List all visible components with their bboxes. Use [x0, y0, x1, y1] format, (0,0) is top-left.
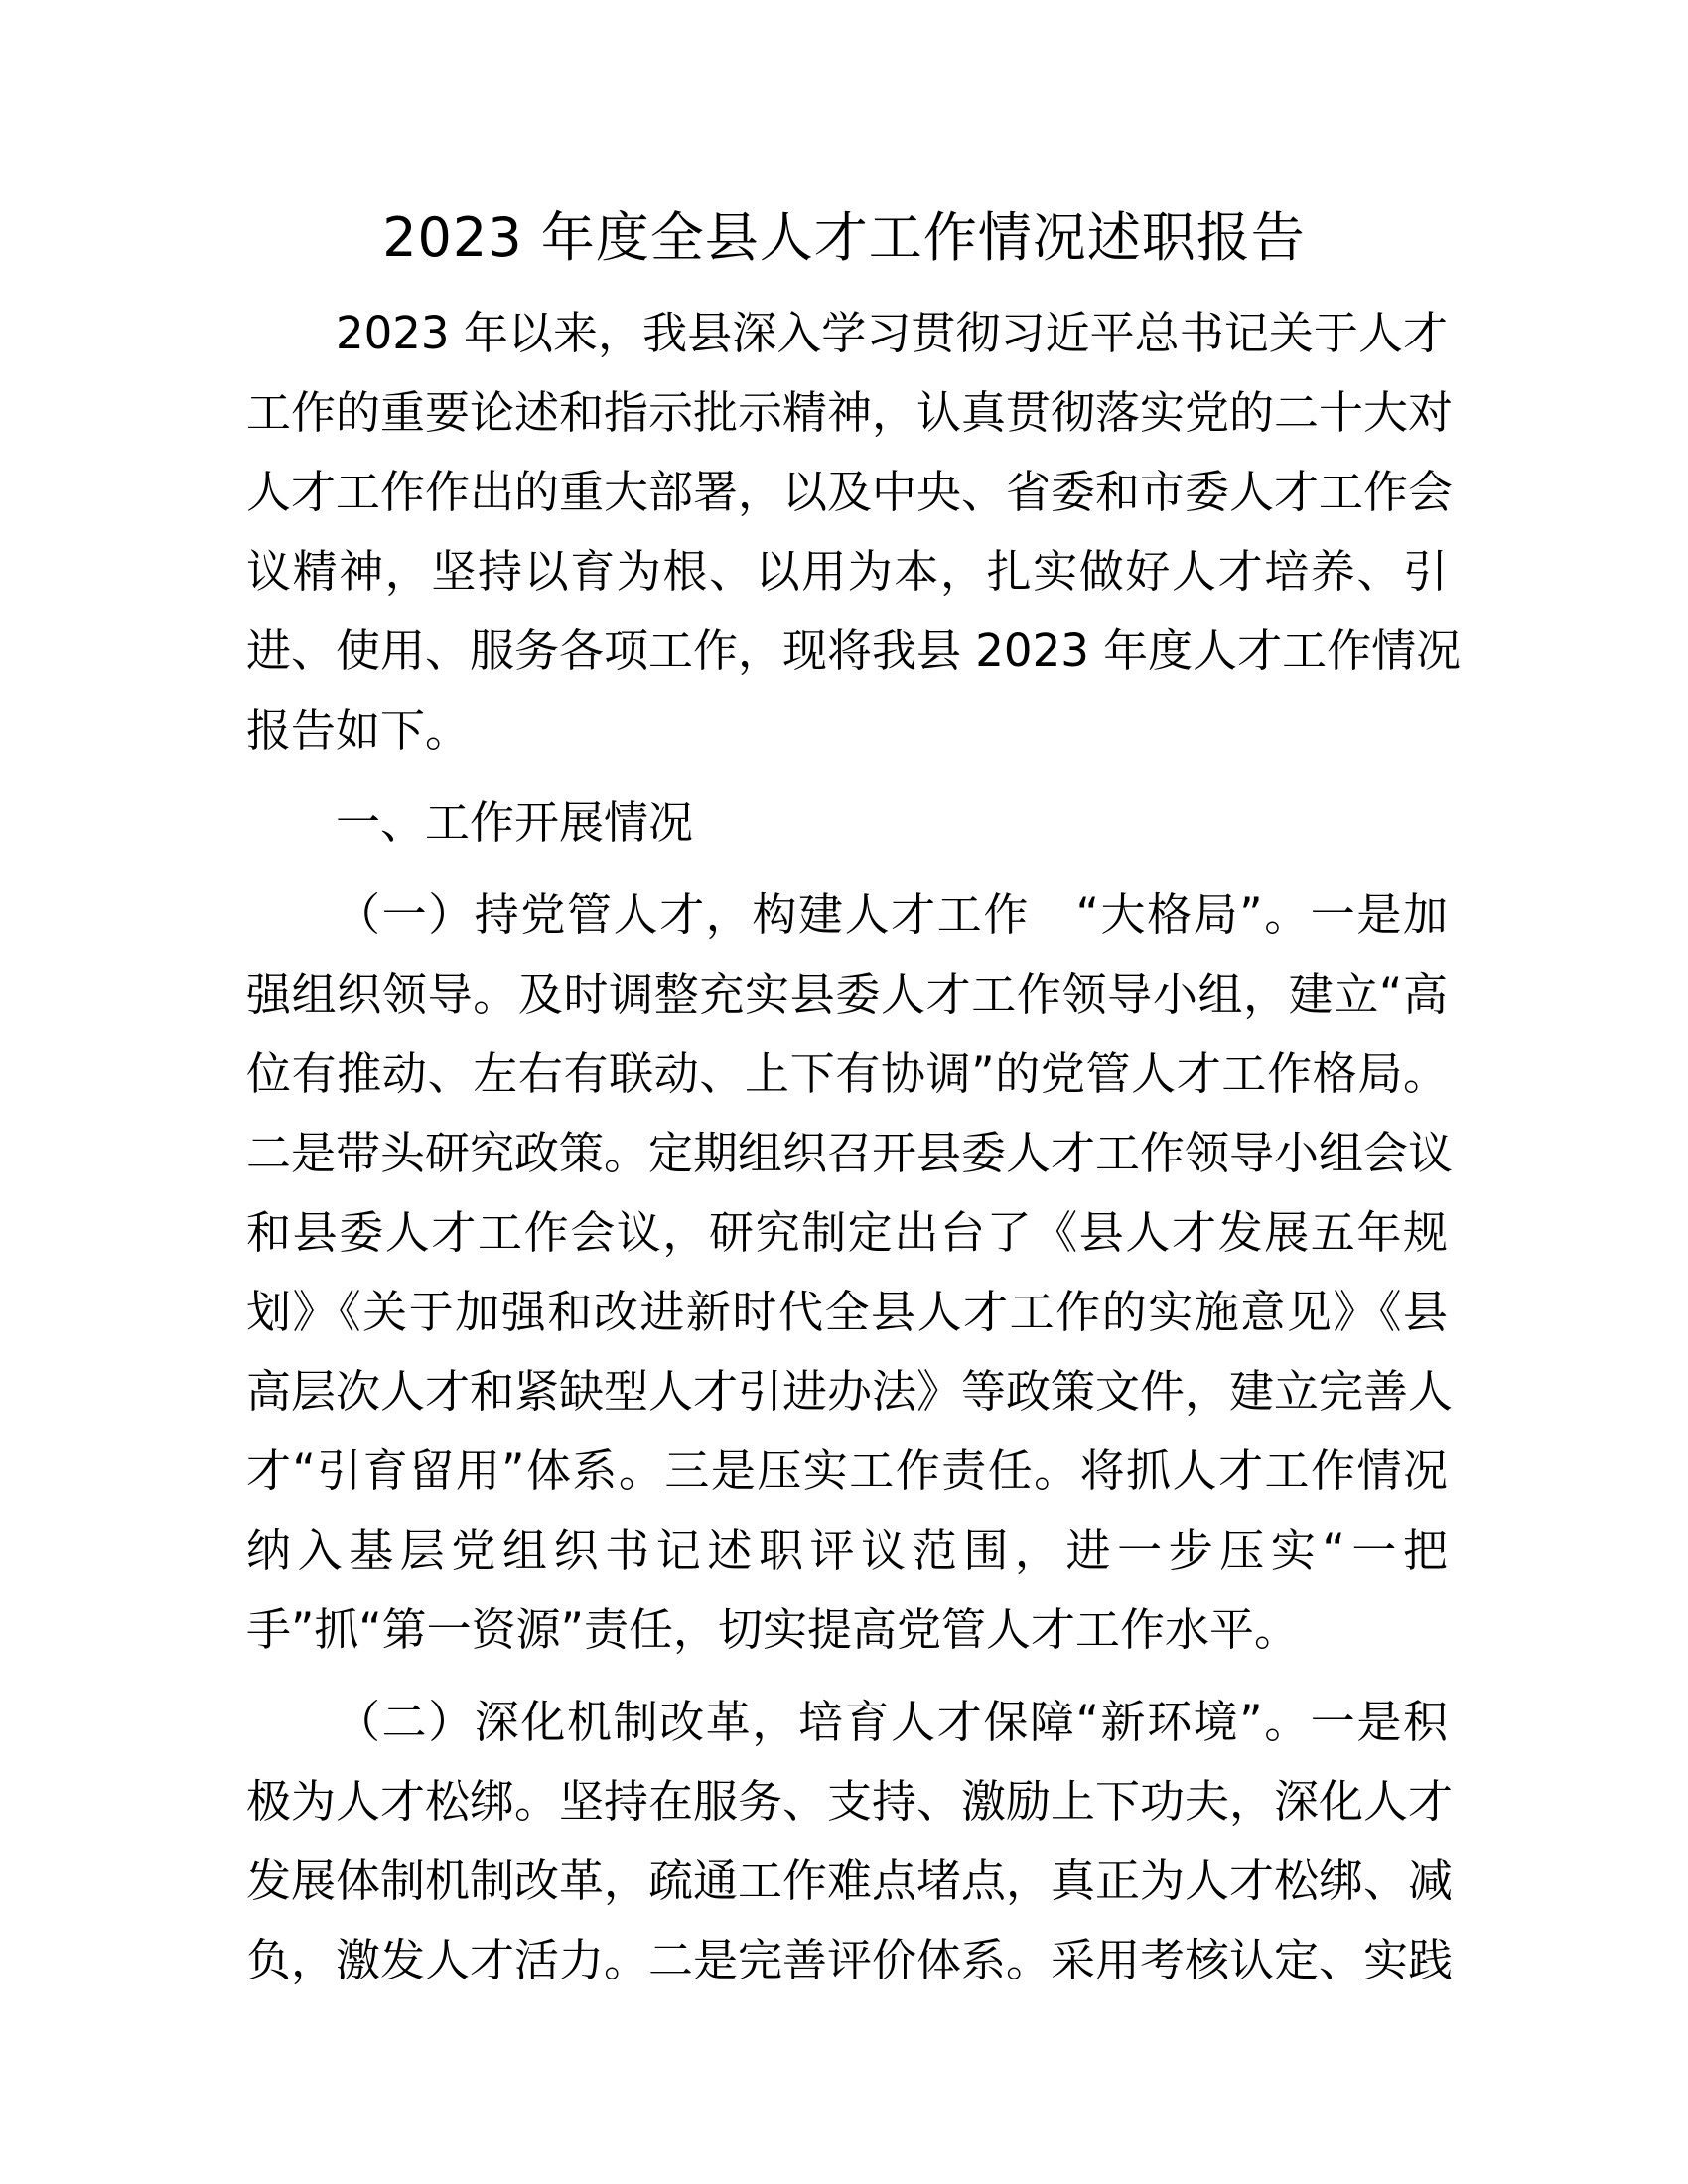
paragraph-section-2	[246, 1683, 1454, 2000]
document-title: 2023 年度全县人才工作情况述职报告	[382, 206, 1306, 269]
text-line: 人才工作作出的重大部署，以及中央、省委和市委人才工作会	[246, 466, 1454, 518]
text-line: 强组织领导。及时调整充实县委人才工作领导小组，建立“高	[246, 968, 1448, 1021]
text-line: 高层次人才和紧缺型人才引进办法》等政策文件，建立完善人	[246, 1365, 1454, 1418]
text-line: （一）持党管人才，构建人才工作 “大格局”。一是加	[336, 888, 1448, 941]
text-line: 发展体制机制改革，疏通工作难点堵点，真正为人才松绑、减	[246, 1854, 1454, 1907]
text-line: 划》《关于加强和改进新时代全县人才工作的实施意见》《县	[246, 1286, 1448, 1338]
text-line: 负，激发人才活力。二是完善评价体系。采用考核认定、实践	[246, 1934, 1454, 1986]
section-heading	[246, 783, 1448, 863]
text-line: 纳入基层党组织书记述职评议范围，进一步压实“一把	[246, 1524, 1448, 1576]
paragraph-intro	[246, 294, 1462, 770]
paragraph-section-1	[246, 876, 1454, 1670]
text-line: 二是带头研究政策。定期组织召开县委人才工作领导小组会议	[246, 1127, 1454, 1179]
text-line: （二）深化机制改革，培育人才保障“新环境”。一是积	[336, 1696, 1448, 1748]
text-line: 议精神，坚持以育为根、以用为本，扎实做好人才培养、引	[246, 545, 1448, 598]
text-line: 手”抓“第一资源”责任，切实提高党管人才工作水平。	[246, 1603, 1299, 1656]
document-body	[246, 294, 1462, 2000]
text-line: 极为人才松绑。坚持在服务、支持、激励上下功夫，深化人才	[246, 1775, 1454, 1828]
text-line: 工作的重要论述和指示批示精神，认真贯彻落实党的二十大对	[246, 386, 1454, 439]
text-line: 报告如下。	[246, 704, 471, 756]
text-line: 和县委人才工作会议，研究制定出台了《县人才发展五年规	[246, 1206, 1448, 1259]
text-line: 才“引育留用”体系。三是压实工作责任。将抓人才工作情况	[246, 1444, 1448, 1497]
text-line: 2023 年以来，我县深入学习贯彻习近平总书记关于人才	[336, 307, 1448, 359]
text-line: 进、使用、服务各项工作，现将我县 2023 年度人才工作情况	[246, 624, 1462, 677]
heading-line: 一、工作开展情况	[336, 796, 694, 849]
text-line: 位有推动、左右有联动、上下有协调”的党管人才工作格局。	[246, 1047, 1448, 1100]
